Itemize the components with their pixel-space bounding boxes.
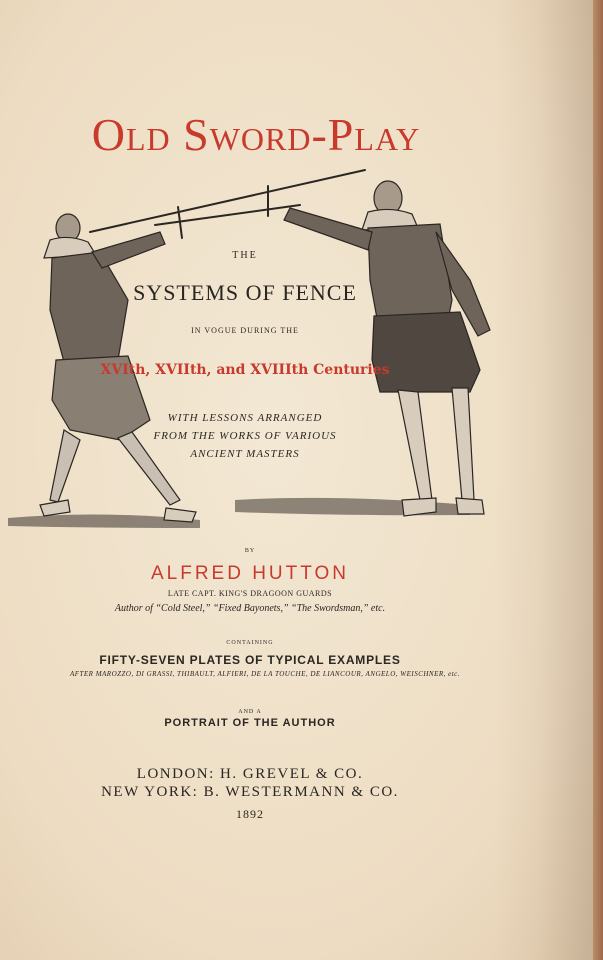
publication-year: 1892 [236,807,264,821]
publisher-newyork: NEW YORK: B. WESTERMANN & CO. [101,784,399,800]
book-title: Old Sword-Play [91,109,421,160]
portrait-line: PORTRAIT OF THE AUTHOR [164,717,336,729]
author-rank: LATE CAPT. KING'S DRAGOON GUARDS [167,589,333,598]
plates-line: FIFTY-SEVEN PLATES OF TYPICAL EXAMPLES [99,653,401,667]
and-a-label: AND A [238,709,262,715]
masters-line: AFTER MAROZZO, DI GRASSI, THIBAULT, ALFIERI, DE LA TOUCHE, DE LIANCOUR, ANGELO, WEISCHNER, etc. [69,670,461,678]
title-the: THE [232,250,258,261]
fencer-right-illustration [284,181,490,516]
author-name: ALFRED HUTTON [150,563,350,584]
lessons-line-1: WITH LESSONS ARRANGED [167,412,323,424]
subtitle-in-vogue: IN VOGUE DURING THE [191,326,299,335]
ground-shadow [8,498,470,528]
by-label: BY [244,548,256,554]
lessons-line-3: ANCIENT MASTERS [190,448,300,460]
subtitle-centuries: XVIth, XVIIth, and XVIIIth Centuries [100,362,390,378]
author-works: Author of “Cold Steel,” “Fixed Bayonets,” “The Swordsman,” etc. [114,603,386,614]
publisher-london: LONDON: H. GREVEL & CO. [136,766,364,782]
lessons-line-2: FROM THE WORKS OF VARIOUS [153,430,337,442]
containing-label: CONTAINING [226,640,274,646]
subtitle-systems: SYSTEMS OF FENCE [133,280,357,305]
